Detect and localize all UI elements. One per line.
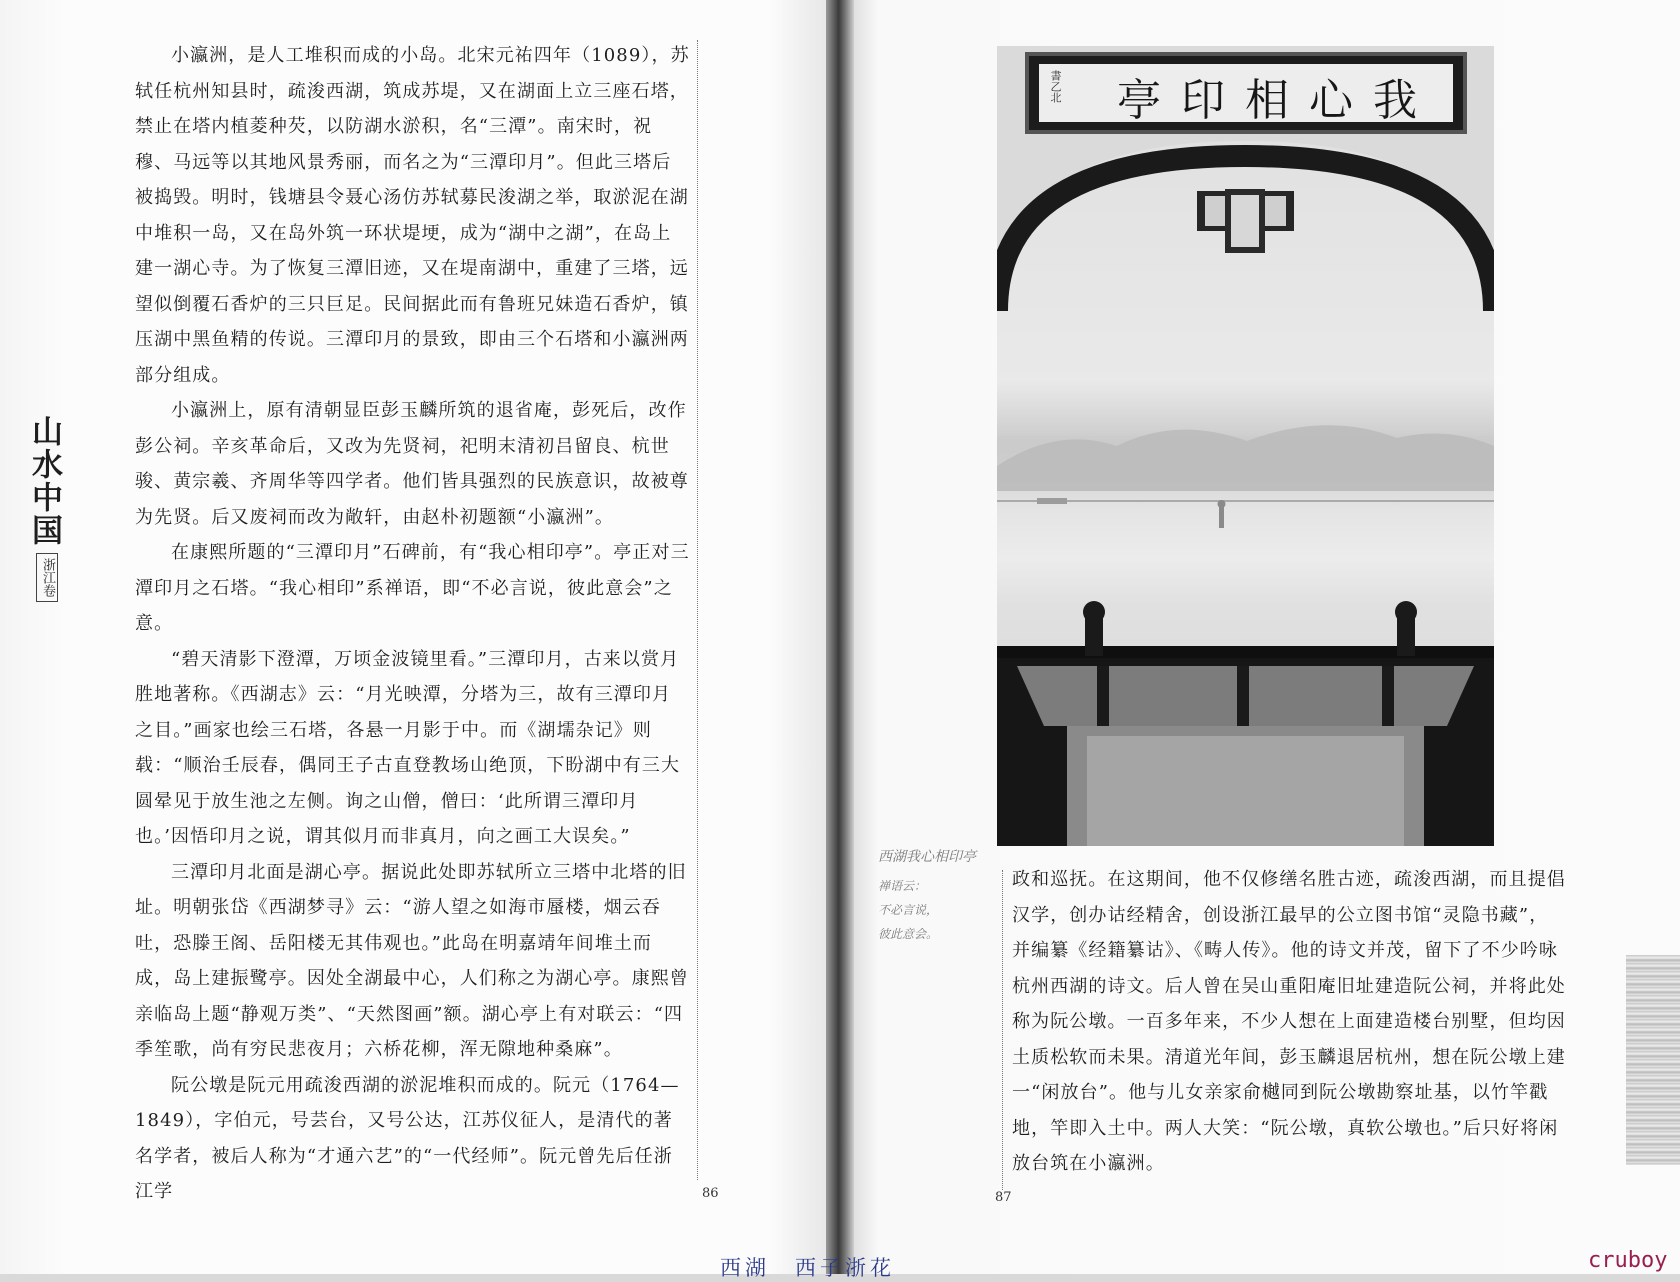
paragraph: 在康熙所题的“三潭印月”石碑前，有“我心相印亭”。亭正对三潭印月之石塔。“我心相印”系禅语，即“不必言说，彼此意会”之意。	[135, 542, 690, 634]
left-page-body	[135, 38, 690, 1210]
page-edge-stain	[1626, 955, 1680, 1165]
scanner-watermark: cruboy	[1588, 1248, 1668, 1273]
caption-line: 彼此意会。	[878, 927, 939, 941]
series-logo-subtitle: 浙江卷	[36, 553, 58, 602]
handwritten-note: 西湖 西子浙花	[720, 1256, 895, 1280]
page-number-left: 86	[702, 1186, 719, 1201]
photo-caption	[878, 846, 996, 946]
series-logo-title: 山水中国	[26, 415, 62, 547]
column-rule	[1002, 870, 1003, 1190]
page-number-right: 87	[995, 1190, 1012, 1205]
pavilion-photo	[997, 46, 1494, 846]
book-gutter	[826, 0, 854, 1274]
column-rule	[697, 40, 698, 1180]
caption-line: 不必言说，	[878, 903, 939, 917]
right-page-body	[1012, 862, 1567, 1182]
series-logo	[28, 415, 76, 602]
pavilion-photo-scene	[997, 46, 1494, 846]
plaque-signature: 書乙北	[1049, 70, 1062, 103]
paragraph: 政和巡抚。在这期间，他不仅修缮名胜古迹，疏浚西湖，而且提倡汉学，创办诂经精舍，创设浙江最早的公立图书馆“灵隐书藏”，并编纂《经籍纂诂》、《畴人传》。他的诗文并茂，留下了不少吟咏杭州西湖的诗文。后人曾在吴山重阳庵旧址建造阮公祠，并将此处称为阮公墩。一百多年来，不少人想在上面建造楼台别墅，但均因土质松软而未果。清道光年间，彭玉麟退居杭州，想在阮公墩上建一“闲放台”。他与儿女亲家俞樾同到阮公墩勘察址基，以竹竿戳地，竿即入土中。两人大笑：“阮公墩，真软公墩也。”后只好将闲放台筑在小瀛洲。	[1012, 869, 1566, 1174]
plaque-inscription-main: 我心相印亭	[1117, 75, 1437, 126]
paragraph: 小瀛洲，是人工堆积而成的小岛。北宋元祐四年（1089），苏轼任杭州知县时，疏浚西湖，筑成苏堤，又在湖面上立三座石塔，禁止在塔内植菱种芡，以防湖水淤积，名“三潭”。南宋时，祝穆、马远等以其地风景秀丽，而名之为“三潭印月”。但此三塔后被捣毁。明时，钱塘县令聂心汤仿苏轼募民浚湖之举，取淤泥在湖中堆积一岛，又在岛外筑一环状堤埂，成为“湖中之湖”，在岛上建一湖心寺。为了恢复三潭旧迹，又在堤南湖中，重建了三塔，远望似倒覆石香炉的三只巨足。民间据此而有鲁班兄妹造石香炉，镇压湖中黑鱼精的传说。三潭印月的景致，即由三个石塔和小瀛洲两部分组成。	[135, 45, 690, 386]
caption-line: 禅语云：	[878, 879, 927, 893]
paragraph: 三潭印月北面是湖心亭。据说此处即苏轼所立三塔中北塔的旧址。明朝张岱《西湖梦寻》云：“游人望之如海市蜃楼，烟云吞吐，恐滕王阁、岳阳楼无其伟观也。”此岛在明嘉靖年间堆土而成，岛上建振鹭亭。因处全湖最中心，人们称之为湖心亭。康熙曾亲临岛上题“静观万类”、“天然图画”额。湖心亭上有对联云：“四季笙歌，尚有穷民悲夜月；六桥花柳，浑无隙地种桑麻”。	[135, 861, 689, 1060]
paragraph: 阮公墩是阮元用疏浚西湖的淤泥堆积而成的。阮元（1764—1849），字伯元，号芸台，又号公达，江苏仪征人，是清代的著名学者，被后人称为“才通六艺”的“一代经师”。阮元曾先后任浙江学	[135, 1074, 680, 1202]
caption-title: 西湖我心相印亭	[878, 849, 976, 865]
paragraph: 小瀛洲上，原有清朝显臣彭玉麟所筑的退省庵，彭死后，改作彭公祠。辛亥革命后，又改为先贤祠，祀明末清初吕留良、杭世骏、黄宗羲、齐周华等四学者。他们皆具强烈的民族意识，故被尊为先贤。后又废祠而改为敞轩，由赵朴初题额“小瀛洲”。	[135, 400, 689, 528]
pavilion-plaque	[1025, 52, 1467, 134]
paragraph: “碧天清影下澄潭，万顷金波镜里看。”三潭印月，古来以赏月胜地著称。《西湖志》云：“月光映潭，分塔为三，故有三潭印月之目。”画家也绘三石塔，各悬一月影于中。而《湖壖杂记》则载：“顺治壬辰春，偶同王子古直登教场山绝顶，下盼湖中有三大圆晕见于放生池之左侧。询之山僧，僧曰：‘此所谓三潭印月也。’因悟印月之说，谓其似月而非真月，向之画工大误矣。”	[135, 648, 681, 847]
